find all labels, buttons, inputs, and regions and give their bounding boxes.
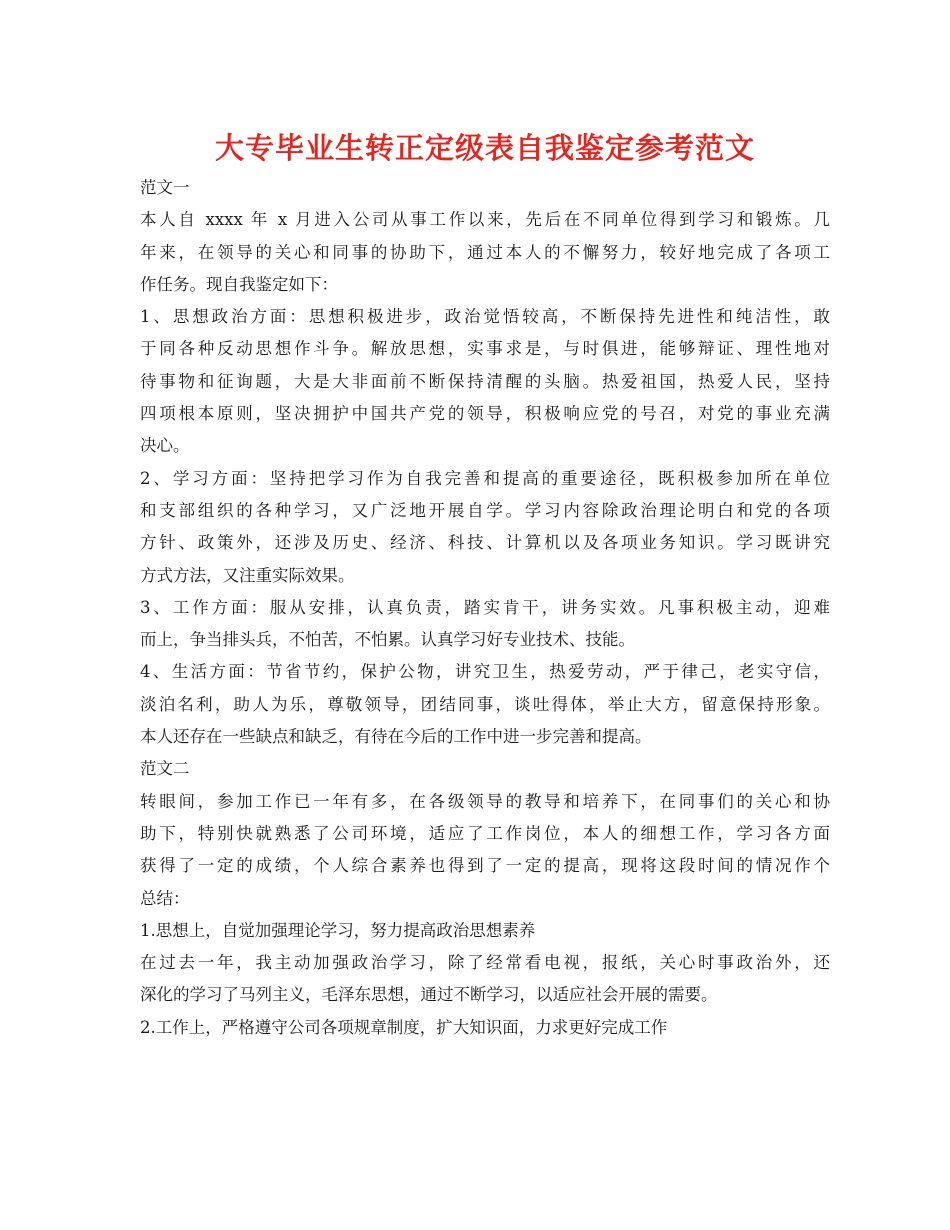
paragraph-line: 4、生活方面：节省节约，保护公物，讲究卫生，热爱劳动，严于律己，老实守信， (140, 662, 830, 682)
paragraph-line: 助下，特别快就熟悉了公司环境，适应了工作岗位，本人的细想工作，学习各方面 (140, 823, 830, 843)
paragraph-line: 2.工作上，严格遵守公司各项规章制度，扩大知识面，力求更好完成工作 (140, 1017, 668, 1037)
paragraph-line: 1.思想上，自觉加强理论学习，努力提高政治思想素养 (140, 920, 536, 940)
section-heading-2: 范文二 (140, 759, 190, 779)
paragraph-line: 方针、政策外，还涉及历史、经济、科技、计算机以及各项业务知识。学习既讲究 (140, 533, 830, 553)
paragraph-line: 3、工作方面：服从安排，认真负责，踏实肯干，讲务实效。凡事积极主动，迎难 (140, 597, 830, 617)
document-title: 大专毕业生转正定级表自我鉴定参考范文 (214, 131, 755, 165)
paragraph-line: 本人自 xxxx 年 x 月进入公司从事工作以来，先后在不同单位得到学习和锻炼。几 (140, 210, 830, 230)
paragraph-line: 1、思想政治方面：思想积极进步，政治觉悟较高，不断保持先进性和纯洁性，敢 (140, 307, 830, 327)
paragraph-line: 决心。 (140, 436, 190, 456)
paragraph-line: 转眼间，参加工作已一年有多，在各级领导的教导和培养下，在同事们的关心和协 (140, 791, 830, 811)
paragraph-line: 作任务。现自我鉴定如下： (140, 274, 338, 294)
paragraph-line: 和支部组织的各种学习，又广泛地开展自学。学习内容除政治理论明白和党的各项 (140, 500, 830, 520)
paragraph-line: 淡泊名利，助人为乐，尊敬领导，团结同事，谈吐得体，举止大方，留意保持形象。 (140, 694, 830, 714)
paragraph-line: 深化的学习了马列主义，毛泽东思想，通过不断学习，以适应社会开展的需要。 (140, 985, 718, 1005)
paragraph-line: 2、学习方面：坚持把学习作为自我完善和提高的重要途径，既积极参加所在单位 (140, 468, 830, 488)
section-heading-1: 范文一 (140, 178, 190, 197)
paragraph-line: 方式方法，又注重实际效果。 (140, 565, 355, 585)
paragraph-line: 在过去一年，我主动加强政治学习，除了经常看电视，报纸，关心时事政治外，还 (140, 953, 830, 973)
paragraph-line: 总结： (140, 888, 190, 908)
paragraph-line: 待事物和征询题，大是大非面前不断保持清醒的头脑。热爱祖国，热爱人民，坚持 (140, 371, 830, 391)
paragraph-line: 获得了一定的成绩，个人综合素养也得到了一定的提高，现将这段时间的情况作个 (140, 856, 830, 876)
paragraph-line: 本人还存在一些缺点和缺乏，有待在今后的工作中进一步完善和提高。 (140, 727, 652, 747)
paragraph-line: 而上，争当排头兵，不怕苦，不怕累。认真学习好专业技术、技能。 (140, 630, 635, 650)
document-body (140, 172, 830, 1044)
document-page (140, 126, 830, 1044)
paragraph-line: 年来，在领导的关心和同事的协助下，通过本人的不懈努力，较好地完成了各项工 (140, 242, 830, 262)
paragraph-line: 四项根本原则，坚决拥护中国共产党的领导，积极响应党的号召，对党的事业充满 (140, 404, 830, 424)
paragraph-line: 于同各种反动思想作斗争。解放思想，实事求是，与时俱进，能够辩证、理性地对 (140, 339, 830, 359)
